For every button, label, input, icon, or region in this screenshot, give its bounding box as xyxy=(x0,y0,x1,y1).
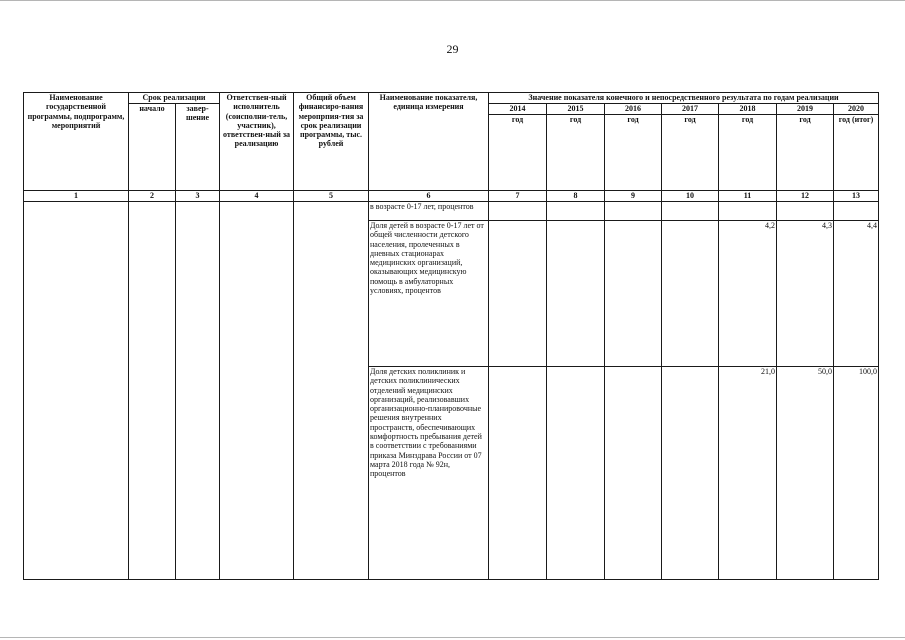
header-period: Срок реализации xyxy=(129,93,220,104)
header-funding: Общий объем финансиро-вания меропрпия-тия за срок реализации программы, тыс. рублей xyxy=(294,93,369,191)
value-cell xyxy=(662,202,719,221)
value-cell xyxy=(489,202,547,221)
header-year-sub: год xyxy=(547,115,605,191)
column-number-row xyxy=(24,191,879,202)
program-cell xyxy=(24,202,129,580)
header-year-sub: год xyxy=(489,115,547,191)
value-cell xyxy=(834,202,879,221)
header-year-sub: год (итог) xyxy=(834,115,879,191)
value-cell xyxy=(547,367,605,580)
header-year: 2020 xyxy=(834,104,879,115)
value-cell: 50,0 xyxy=(777,367,834,580)
page-number: 29 xyxy=(446,42,459,56)
results-table xyxy=(23,92,879,580)
period-end-cell xyxy=(176,202,220,580)
funding-cell xyxy=(294,202,369,580)
value-cell: 4,2 xyxy=(719,221,777,367)
value-cell xyxy=(489,367,547,580)
value-cell xyxy=(489,221,547,367)
period-start-cell xyxy=(129,202,176,580)
value-cell xyxy=(605,221,662,367)
value-cell xyxy=(605,367,662,580)
header-executor: Ответствен-ный исполнитель (соисполни-тель, участник), ответствен-ный за реализацию xyxy=(220,93,294,191)
column-number: 2 xyxy=(129,191,176,202)
value-cell xyxy=(662,367,719,580)
executor-cell xyxy=(220,202,294,580)
indicator-cell: Доля детских поликлиник и детских поликлинических отделений медицинских организаций, реализовавших организационно-планировочные решения внутренних пространств, обеспечивающих комфортность пребывания детей в соответствии с требованиями приказа Минздрава России от 07 марта 2018 года № 92н, процентов xyxy=(369,367,489,580)
value-cell: 21,0 xyxy=(719,367,777,580)
header-indicator: Наименование показателя, единица измерения xyxy=(369,93,489,191)
value-cell: 100,0 xyxy=(834,367,879,580)
column-number: 5 xyxy=(294,191,369,202)
column-number: 6 xyxy=(369,191,489,202)
value-cell xyxy=(662,221,719,367)
header-year-sub: год xyxy=(605,115,662,191)
header-period-start: начало xyxy=(129,104,176,191)
scan-edge-top xyxy=(0,0,905,1)
column-number: 13 xyxy=(834,191,879,202)
header-year: 2015 xyxy=(547,104,605,115)
value-cell xyxy=(547,202,605,221)
header-year: 2019 xyxy=(777,104,834,115)
header-year-sub: год xyxy=(719,115,777,191)
column-number: 3 xyxy=(176,191,220,202)
header-year: 2017 xyxy=(662,104,719,115)
column-number: 9 xyxy=(605,191,662,202)
value-cell xyxy=(777,202,834,221)
value-cell: 4,4 xyxy=(834,221,879,367)
column-number: 4 xyxy=(220,191,294,202)
column-number: 10 xyxy=(662,191,719,202)
column-number: 12 xyxy=(777,191,834,202)
header-year-sub: год xyxy=(662,115,719,191)
column-number: 1 xyxy=(24,191,129,202)
value-cell xyxy=(547,221,605,367)
value-cell xyxy=(605,202,662,221)
value-cell: 4,3 xyxy=(777,221,834,367)
header-year: 2014 xyxy=(489,104,547,115)
column-number: 7 xyxy=(489,191,547,202)
column-number: 11 xyxy=(719,191,777,202)
column-number: 8 xyxy=(547,191,605,202)
header-period-end: завер-шение xyxy=(176,104,220,191)
header-year-sub: год xyxy=(777,115,834,191)
header-year: 2018 xyxy=(719,104,777,115)
header-program-name: Наименование государственной программы, подпрограмм, мероприятий xyxy=(24,93,129,191)
scan-edge-bottom xyxy=(0,637,905,638)
table-row xyxy=(24,202,879,221)
value-cell xyxy=(719,202,777,221)
header-year: 2016 xyxy=(605,104,662,115)
indicator-cell: Доля детей в возрасте 0-17 лет от общей численности детского населения, пролеченных в дневных стационарах медицинских организаций, оказывающих медицинскую помощь в амбулаторных условиях, процентов xyxy=(369,221,489,367)
header-values-title: Значение показателя конечного и непосредственного результата по годам реализации xyxy=(489,93,879,104)
indicator-cell: в возрасте 0-17 лет, процентов xyxy=(369,202,489,221)
